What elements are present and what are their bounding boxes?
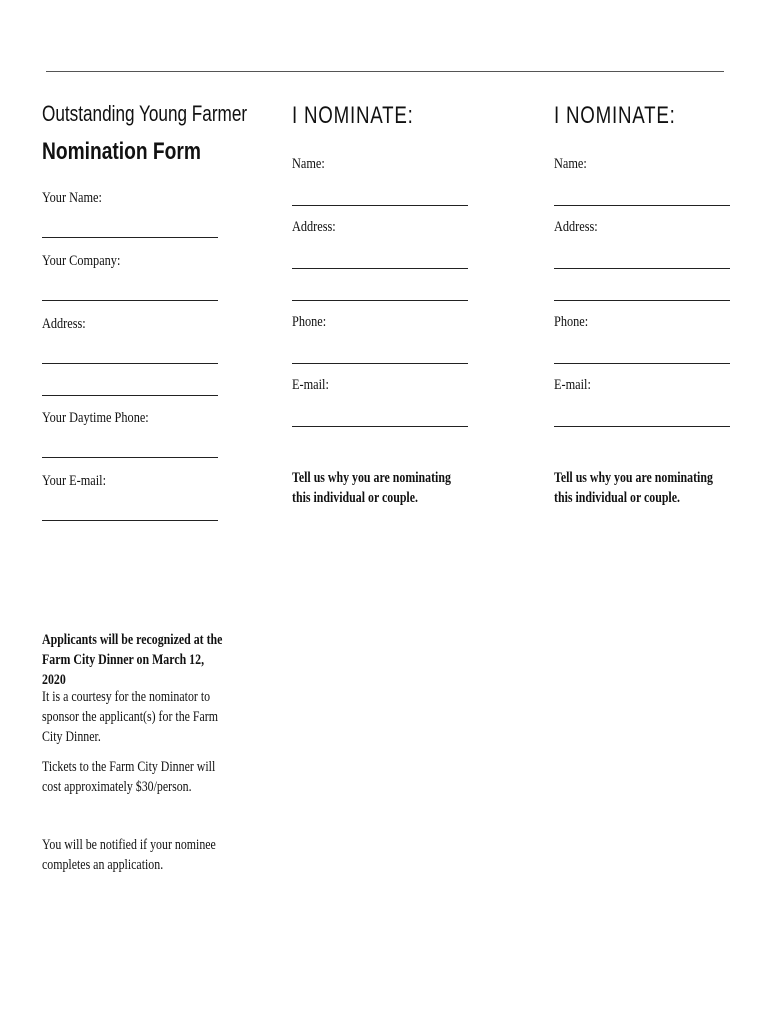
courtesy-note: It is a courtesy for the nominator to sponsor the applicant(s) for the Farm City Dinner. (42, 689, 219, 745)
nominee-email-label: E-mail: (292, 377, 329, 393)
top-divider (46, 71, 724, 72)
nominee-email-field[interactable] (554, 426, 730, 427)
nominee-phone-label: Phone: (292, 314, 327, 330)
nominee-phone-label: Phone: (554, 314, 589, 330)
nominee-name-label: Name: (554, 156, 587, 172)
your-company-label: Your Company: (42, 253, 121, 269)
daytime-phone-field[interactable] (42, 457, 218, 458)
nominee-email-label: E-mail: (554, 377, 591, 393)
nominate-heading: I NOMINATE: (292, 102, 414, 129)
nominee-reason-prompt: Tell us why you are nominating this individual or couple. (292, 470, 451, 506)
your-company-field[interactable] (42, 300, 218, 301)
nominee-email-field[interactable] (292, 426, 468, 427)
nominee-address-field-line1[interactable] (554, 268, 730, 269)
nominate-heading: I NOMINATE: (554, 102, 676, 129)
email-field[interactable] (42, 520, 218, 521)
nominee-reason-prompt: Tell us why you are nominating this individual or couple. (554, 470, 713, 506)
nominee-address-label: Address: (554, 219, 598, 235)
email-label: Your E-mail: (42, 473, 107, 489)
nominee-address-field-line2[interactable] (554, 300, 730, 301)
your-name-field[interactable] (42, 237, 218, 238)
form-title-line1: Outstanding Young Farmer (42, 101, 248, 126)
address-label: Address: (42, 316, 86, 332)
tickets-note: Tickets to the Farm City Dinner will cost approximately $30/person. (42, 759, 216, 795)
nominee-address-field-line1[interactable] (292, 268, 468, 269)
nominee-address-field-line2[interactable] (292, 300, 468, 301)
nominee-phone-field[interactable] (554, 363, 730, 364)
nominee-address-label: Address: (292, 219, 336, 235)
nominee-name-label: Name: (292, 156, 325, 172)
daytime-phone-label: Your Daytime Phone: (42, 410, 149, 426)
your-name-label: Your Name: (42, 190, 102, 206)
nominee-phone-field[interactable] (292, 363, 468, 364)
address-field-line2[interactable] (42, 395, 218, 396)
nominee-name-field[interactable] (554, 205, 730, 206)
recognition-note: Applicants will be recognized at the Farm City Dinner on March 12, 2020 (42, 632, 223, 688)
address-field-line1[interactable] (42, 363, 218, 364)
notified-note: You will be notified if your nominee completes an application. (42, 837, 216, 873)
nominee-name-field[interactable] (292, 205, 468, 206)
form-title-line2: Nomination Form (42, 138, 201, 165)
